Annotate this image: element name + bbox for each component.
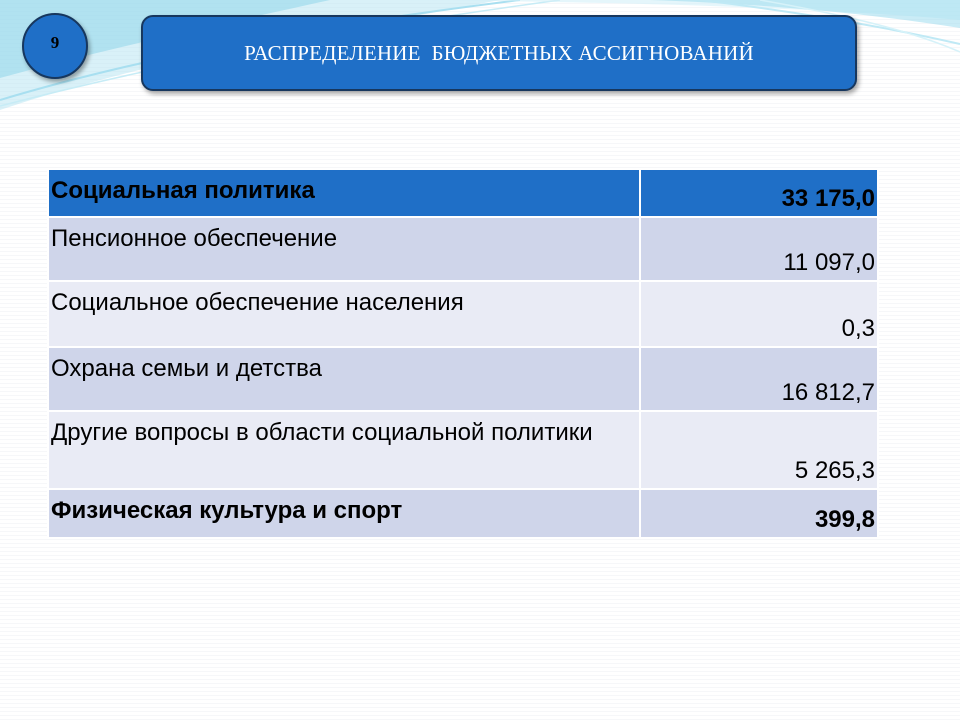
table-row: [48, 217, 878, 281]
row-name: Другие вопросы в области социальной политики: [48, 411, 640, 489]
row-value: 5 265,3: [640, 411, 878, 489]
row-name: Охрана семьи и детства: [48, 347, 640, 411]
row-value: 399,8: [640, 489, 878, 538]
row-value: 0,3: [640, 281, 878, 347]
row-name: Пенсионное обеспечение: [48, 217, 640, 281]
table-row: [48, 411, 878, 489]
budget-table: [47, 168, 879, 539]
row-value: 11 097,0: [640, 217, 878, 281]
row-name: Социальная политика: [48, 169, 640, 217]
row-name: Физическая культура и спорт: [48, 489, 640, 538]
table-row-total: [48, 489, 878, 538]
table-row: [48, 347, 878, 411]
table-row: [48, 281, 878, 347]
slide-title: РАСПРЕДЕЛЕНИЕ БЮДЖЕТНЫХ АССИГНОВАНИЙ: [244, 40, 754, 65]
row-value: 33 175,0: [640, 169, 878, 217]
page-number: 9: [50, 33, 60, 52]
table-row-header: [48, 169, 878, 217]
row-value: 16 812,7: [640, 347, 878, 411]
row-name: Социальное обеспечение населения: [48, 281, 640, 347]
page-number-badge: [22, 13, 88, 79]
title-banner: [141, 15, 857, 91]
